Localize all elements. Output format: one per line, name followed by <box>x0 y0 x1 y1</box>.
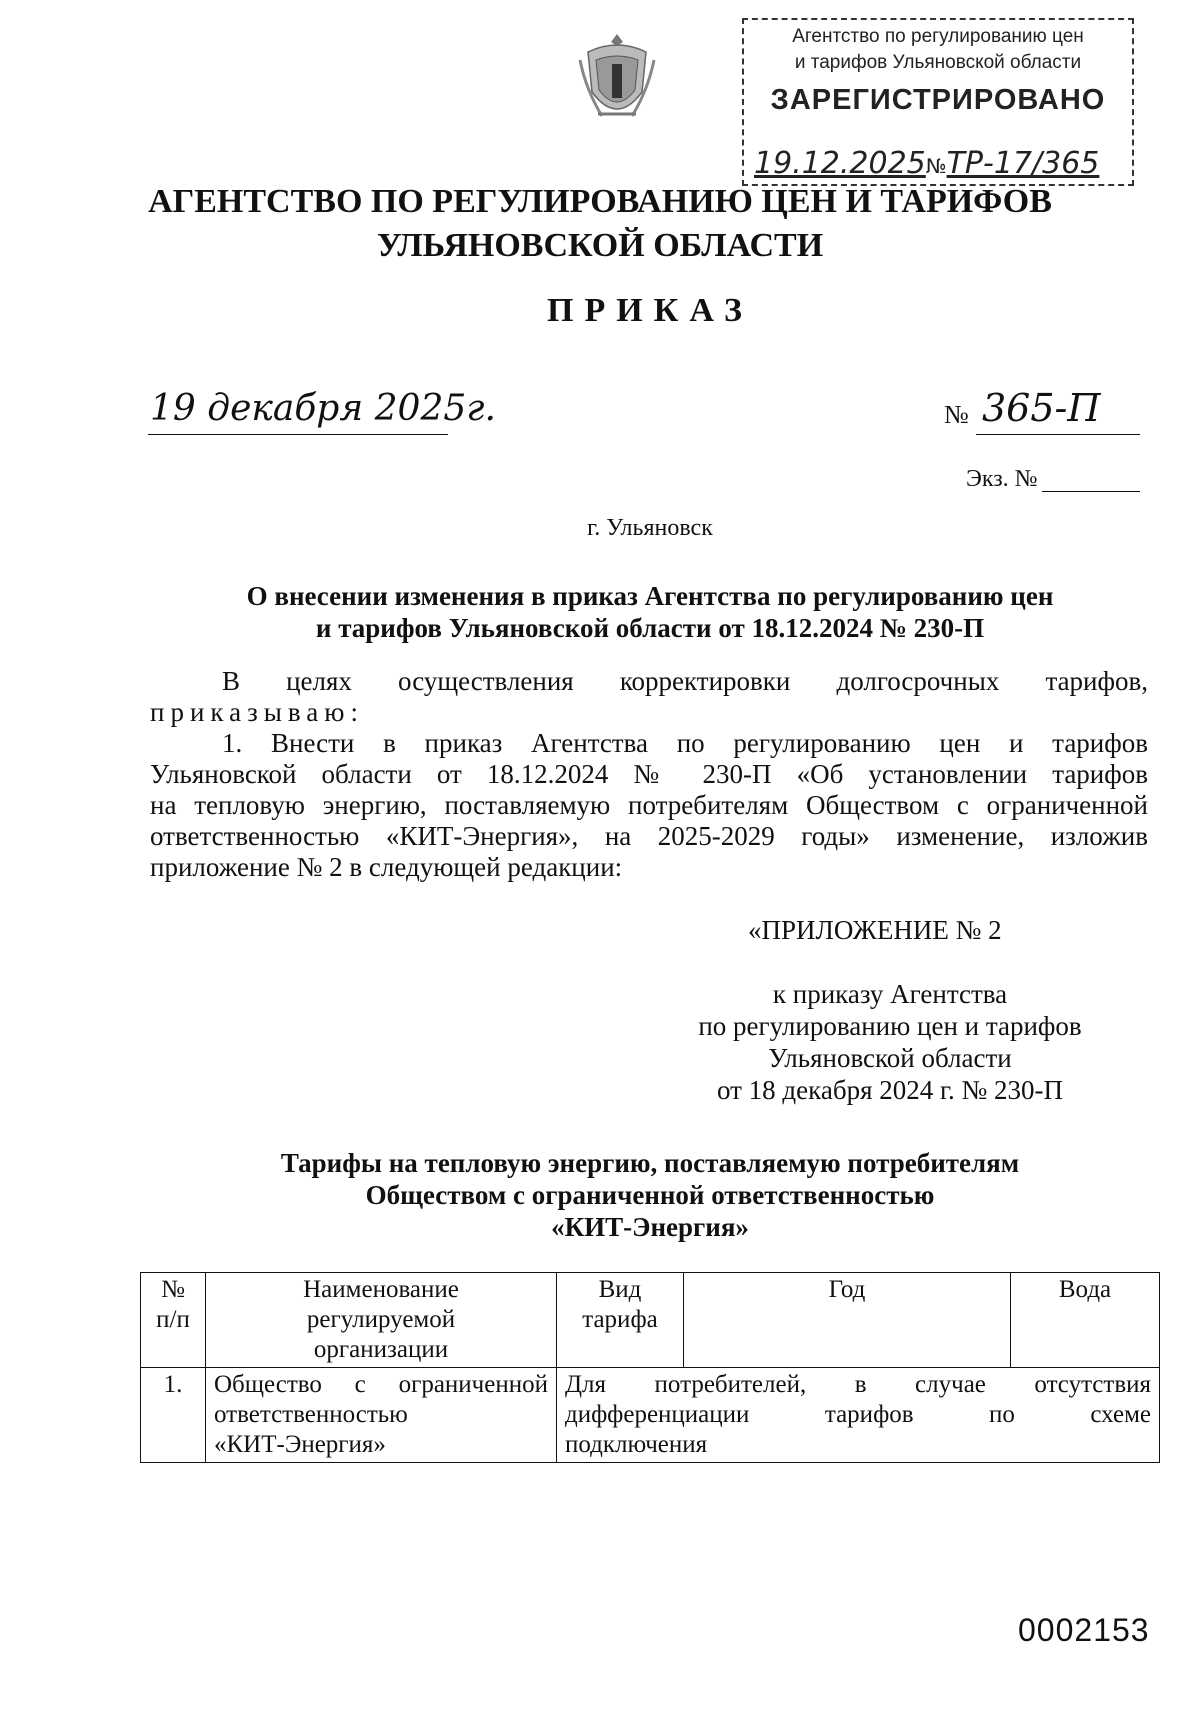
row-text-line-1: Для потребителей, в случае отсутствия <box>565 1371 1151 1398</box>
header-org-line-1: Наименование <box>303 1276 459 1303</box>
stamp-reg-no-label: № <box>925 154 947 178</box>
coat-of-arms-icon <box>578 30 656 126</box>
header-water: Вода <box>1011 1273 1160 1368</box>
order-date-handwritten: 19 декабря 2025 <box>150 388 467 429</box>
appendix-title: «ПРИЛОЖЕНИЕ № 2 <box>748 915 1002 945</box>
body-p2-line-4: ответственностью «КИТ-Энергия», на 2025-2029 годы» изменение, изложив <box>150 821 1148 851</box>
row-text-line-3: подключения <box>565 1431 708 1458</box>
row-number: 1. <box>141 1368 206 1463</box>
header-type-line-1: Вид <box>598 1276 642 1303</box>
date-underline <box>148 434 448 435</box>
row-consumer-category <box>557 1368 1160 1463</box>
tariffs-title-line-2: Обществом с ограниченной ответственностью <box>365 1180 935 1210</box>
header-number-line-2: п/п <box>156 1306 190 1333</box>
copy-number-label: Экз. № <box>966 466 1038 492</box>
table-header-row <box>141 1273 1160 1368</box>
appendix-ref-line-4: от 18 декабря 2024 г. № 230-П <box>716 1075 1064 1105</box>
agency-title-line-1: АГЕНТСТВО ПО РЕГУЛИРОВАНИЮ ЦЕН И ТАРИФОВ <box>148 183 1052 220</box>
appendix-ref-line-1: к приказу Агентства <box>772 979 1008 1009</box>
order-title: ПРИКАЗ <box>547 292 753 329</box>
tariff-table <box>140 1272 1160 1463</box>
agency-title-line-2: УЛЬЯНОВСКОЙ ОБЛАСТИ <box>376 227 824 264</box>
header-org-line-2: регулируемой <box>306 1306 456 1333</box>
header-year: Год <box>684 1273 1011 1368</box>
body-p2-line-5: приложение № 2 в следующей редакции: <box>150 852 623 882</box>
stamp-registration <box>754 146 1134 181</box>
order-subject <box>150 580 1150 644</box>
body-p2-line-1: 1. Внести в приказ Агентства по регулированию цен и тарифов <box>222 728 1148 758</box>
header-tariff-type <box>557 1273 684 1368</box>
city: г. Ульяновск <box>587 515 713 541</box>
stamp-agency-line-2: и тарифов Ульяновской области <box>794 52 1082 73</box>
stamp-status: ЗАРЕГИСТРИРОВАНО <box>770 84 1106 116</box>
subject-line-2: и тарифов Ульяновской области от 18.12.2024 № 230-П <box>315 613 985 643</box>
row-text-line-2: дифференциации тарифов по схеме <box>565 1401 1151 1428</box>
order-date-suffix: г. <box>466 388 496 429</box>
body-p2-line-2: Ульяновской области от 18.12.2024 № 230-П «Об установлении тарифов <box>150 759 1148 789</box>
copy-number-blank <box>1042 491 1140 492</box>
agency-title <box>120 180 1080 268</box>
stamp-reg-number: ТР-17/365 <box>946 146 1100 181</box>
row-org-line-1: Общество с ограниченной <box>214 1371 548 1398</box>
stamp-reg-date: 19.12.2025 <box>754 146 926 181</box>
order-number: 365-П <box>982 386 1101 430</box>
appendix-ref-line-2: по регулированию цен и тарифов <box>698 1011 1082 1041</box>
header-number <box>141 1273 206 1368</box>
header-organization <box>206 1273 557 1368</box>
stamp-agency-line-1: Агентство по регулированию цен <box>792 26 1084 47</box>
document-code: 0002153 <box>1018 1612 1150 1648</box>
row-organization <box>206 1368 557 1463</box>
body-p1-line-2: приказываю: <box>150 697 364 727</box>
tariffs-title-line-3: «КИТ-Энергия» <box>551 1212 749 1242</box>
number-underline <box>976 434 1140 435</box>
appendix-reference <box>660 978 1120 1106</box>
table-row <box>141 1368 1160 1463</box>
subject-line-1: О внесении изменения в приказ Агентства по регулированию цен <box>246 581 1054 611</box>
order-number-label: № <box>944 400 969 429</box>
header-type-line-2: тарифа <box>582 1306 658 1333</box>
appendix-ref-line-3: Ульяновской области <box>768 1043 1012 1073</box>
order-body <box>150 666 1148 883</box>
body-p1-line-1: В целях осуществления корректировки долгосрочных тарифов, <box>222 666 1148 696</box>
row-org-line-3: «КИТ-Энергия» <box>214 1431 386 1458</box>
tariffs-title-line-1: Тарифы на тепловую энергию, поставляемую потребителям <box>280 1148 1020 1178</box>
registration-stamp <box>742 18 1134 186</box>
order-date <box>150 388 496 429</box>
header-org-line-3: организации <box>313 1336 449 1363</box>
row-org-line-2: ответственностью <box>214 1401 408 1428</box>
body-p2-line-3: на тепловую энергию, поставляемую потребителям Обществом с ограниченной <box>150 790 1148 820</box>
tariffs-title <box>150 1147 1150 1243</box>
header-number-line-1: № <box>161 1276 185 1303</box>
